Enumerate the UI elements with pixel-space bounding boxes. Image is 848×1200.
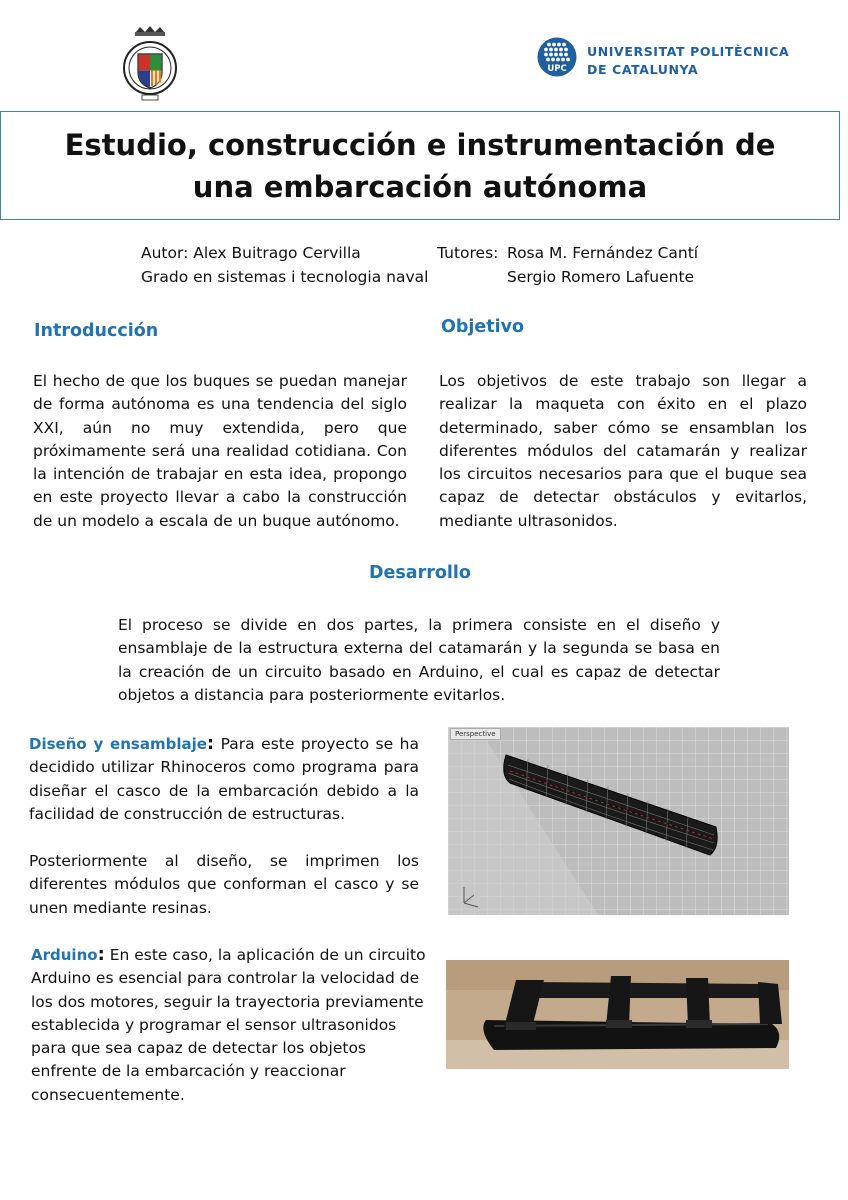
desarrollo-heading: Desarrollo: [369, 563, 471, 583]
desarrollo-text: El proceso se divide en dos partes, la primera consiste en el diseño y ensamblaje de la estructura externa del catamarán y la segunda se basa en la creación de un circuito basado en Arduino, el cual es capaz de detectar objetos a distancia para posteriormente evitarlos.: [118, 616, 720, 704]
arduino-paragraph: [31, 943, 431, 1107]
poster-title: Estudio, construcción e instrumentación de una embarcación autónoma: [64, 127, 776, 204]
objetivo-heading: Objetivo: [441, 317, 525, 337]
diseno-colon: :: [206, 733, 215, 754]
arduino-colon: :: [97, 944, 105, 965]
upc-mark-text: UPC: [547, 64, 567, 74]
author-line: Autor: Alex Buitrago Cervilla: [141, 244, 361, 262]
catamaran-model-photo-icon: [446, 960, 789, 1069]
university-name-line2: DE CATALUNYA: [587, 62, 699, 77]
tutor-2: Sergio Romero Lafuente: [507, 268, 695, 286]
introduccion-heading: Introducción: [34, 321, 159, 341]
rhino-viewport-image: [448, 727, 789, 915]
diseno-text-2: Posteriormente al diseño, se imprimen los diferentes módulos que conforman el casco y se unen mediante resinas.: [29, 852, 419, 917]
diseno-paragraph-1: [29, 732, 419, 826]
diseno-text-1: Para este proyecto se ha decidido utilizar Rhinoceros como programa para diseñar el casco de la embarcación debido a la facilidad de construcción de estructuras.: [29, 735, 419, 823]
viewport-label: Perspective: [450, 728, 501, 740]
degree-line: Grado en sistemas i tecnologia naval: [141, 268, 429, 286]
introduccion-text: El hecho de que los buques se puedan manejar de forma autónoma es una tendencia del siglo XXI, aún no muy extendida, pero que próximamente será una realidad cotidiana. Con la intención de trabajar en esta idea, propongo en este proyecto llevar a cabo la construcción de un modelo a escala de un buque autónomo.: [33, 372, 407, 530]
coat-of-arms-logo: [118, 26, 182, 102]
objetivo-text: Los objetivos de este trabajo son llegar a realizar la maqueta con éxito en el plazo determinado, saber cómo se ensamblan los diferentes módulos del catamarán y realizar los circuitos necesarios para que el buque sea capaz de detectar obstáculos y evitarlos, mediante ultrasonidos.: [439, 372, 807, 530]
title-box: [0, 111, 840, 220]
coat-of-arms-icon: [118, 26, 182, 102]
catamaran-photo: [446, 960, 789, 1069]
arduino-label: Arduino: [31, 946, 98, 964]
university-name-line1: UNIVERSITAT POLITÈCNICA: [587, 44, 790, 59]
arduino-text: En este caso, la aplicación de un circuito Arduino es esencial para controlar la velocidad de los dos motores, seguir la trayectoria previamente establecida y programar el sensor ultrasonidos para que sea capaz de detectar los objetos enfrente de la embarcación y reaccionar consecuentemente.: [31, 946, 426, 1104]
tutor-1: Rosa M. Fernández Cantí: [507, 244, 699, 262]
tutors-label: Tutores:: [437, 244, 499, 262]
diseno-label: Diseño y ensamblaje: [29, 735, 207, 753]
rhino-hull-wireframe-icon: [448, 727, 789, 915]
upc-logo-icon: [537, 37, 577, 77]
